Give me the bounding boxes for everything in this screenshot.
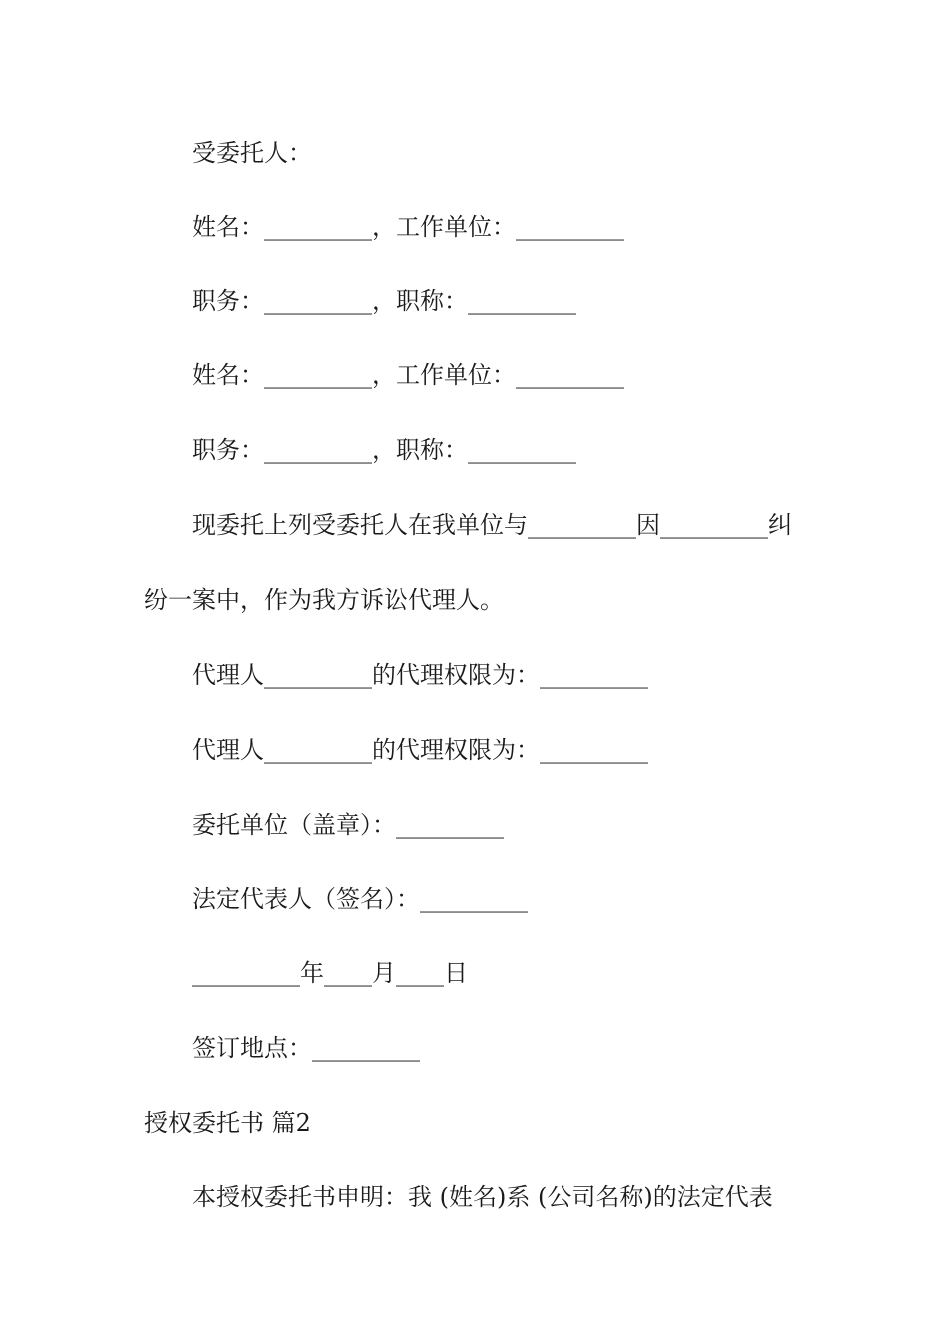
delegation-paragraph-line-2: 纷一案中，作为我方诉讼代理人。 bbox=[144, 586, 504, 614]
legal-representative-signature-line: 法定代表人（签名）：_________ bbox=[192, 885, 528, 913]
trustee-2-name-line: 姓名：_________，工作单位：_________ bbox=[192, 361, 624, 389]
trustee-2-position-line: 职务：_________，职称：_________ bbox=[192, 436, 576, 464]
trustee-1-name-line: 姓名：_________，工作单位：_________ bbox=[192, 213, 624, 241]
trustee-1-position-line: 职务：_________，职称：_________ bbox=[192, 287, 576, 315]
signing-place-line: 签订地点：_________ bbox=[192, 1034, 420, 1062]
agent-1-authority-line: 代理人_________的代理权限为：_________ bbox=[192, 661, 648, 689]
delegation-paragraph-line-1: 现委托上列受委托人在我单位与_________因_________纠 bbox=[192, 511, 792, 539]
entrusting-unit-seal-line: 委托单位（盖章）：_________ bbox=[192, 811, 504, 839]
trustee-heading: 受委托人： bbox=[192, 139, 312, 167]
agent-2-authority-line: 代理人_________的代理权限为：_________ bbox=[192, 736, 648, 764]
section-heading-2: 授权委托书 篇2 bbox=[144, 1109, 311, 1137]
statement-paragraph-line-1: 本授权委托书申明：我 (姓名)系 (公司名称)的法定代表 bbox=[192, 1183, 773, 1211]
date-line: _________年____月____日 bbox=[192, 959, 468, 987]
